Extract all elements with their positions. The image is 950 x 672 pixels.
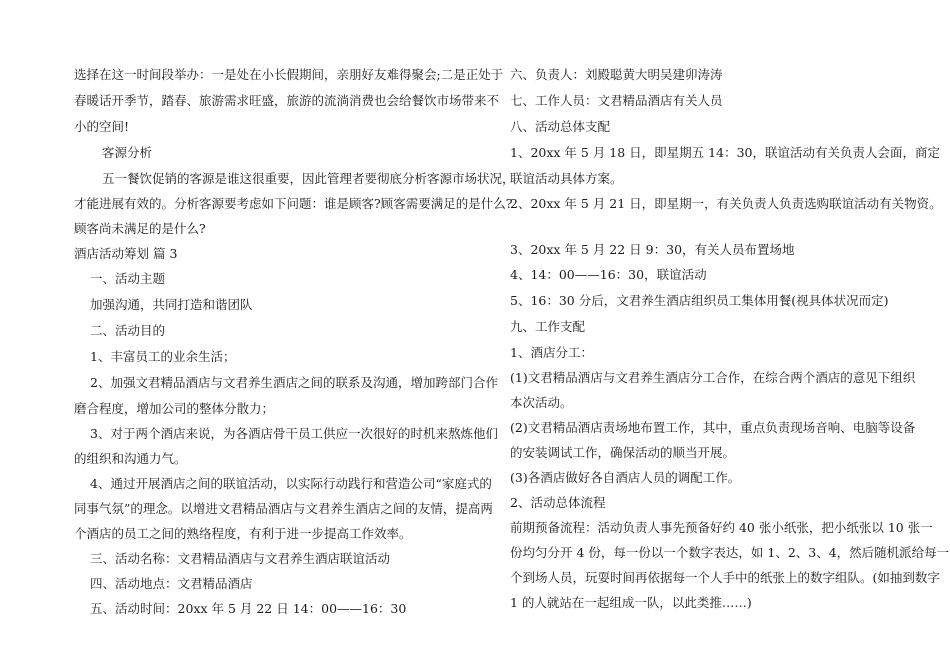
text-line: 4、14：00——16：30，联谊活动 (510, 267, 707, 282)
text-line: 三、活动名称：文君精品酒店与文君养生酒店联谊活动 (90, 551, 391, 566)
section-heading: 一、活动主题 (90, 271, 166, 286)
text-line: 顾客尚未满足的是什么? (74, 221, 206, 236)
text-line: 春暖话开季节，踏春、旅游需求旺盛，旅游的流淌消费也会给餐饮市场带来不 (74, 93, 500, 108)
text-line: 才能进展有效的。分析客源要考虑如下问题：谁是顾客?顾客需要满足的是什么? (74, 196, 513, 211)
text-line: 份均匀分开 4 份，每一份以一个数字表达，如 1、2、3、4，然后随机派给每一 (510, 545, 950, 560)
text-line: 个酒店的员工之间的熟络程度，有利于进一步提高工作效率。 (74, 526, 412, 541)
text-line: 4、通过开展酒店之间的联谊活动，以实际行动践行和营造公司“家庭式的 (90, 476, 492, 491)
article-title: 酒店活动筹划 篇 3 (74, 246, 178, 261)
section-heading: 客源分析 (102, 145, 153, 160)
section-heading: 九、工作支配 (510, 319, 586, 334)
section-heading: 二、活动目的 (90, 323, 166, 338)
text-line: 小的空间! (74, 119, 130, 134)
text-line: 同事气氛”的理念。以增进文君精品酒店与文君养生酒店之间的友情，提高两 (74, 501, 493, 516)
text-line: 1、丰富员工的业余生活； (90, 349, 236, 364)
section-heading: 八、活动总体支配 (510, 119, 611, 134)
text-line: 七、工作人员：文君精品酒店有关人员 (510, 93, 723, 108)
text-line: (1)文君精品酒店与文君养生酒店分工合作，在综合两个酒店的意见下组织 (510, 370, 916, 385)
text-line: (2)文君精品酒店责场地布置工作，其中，重点负责现场音响、电脑等设备 (510, 420, 916, 435)
text-line: 六、负责人：刘殿聪黄大明吴建卯涛涛 (510, 67, 723, 82)
text-line: 3、对于两个酒店来说，为各酒店骨干员工供应一次很好的时机来熬炼他们 (90, 426, 498, 441)
section-heading: 2、活动总体流程 (510, 495, 606, 510)
text-line: 加强沟通，共同打造和谐团队 (90, 297, 253, 312)
text-line: 选择在这一时间段举办：一是处在小长假期间，亲朋好友难得聚会;二是正处于 (74, 67, 504, 82)
text-line: 磨合程度，增加公司的整体分散力； (74, 401, 275, 416)
text-line: 2、20xx 年 5 月 21 日，即星期一，有关负责人负责选购联谊活动有关物资。 (510, 196, 942, 211)
text-line: 个到场人员，玩耍时间再依据每一个人手中的纸张上的数字组队。(如抽到数字 (510, 570, 940, 585)
text-line: 2、加强文君精品酒店与文君养生酒店之间的联系及沟通，增加跨部门合作 (90, 375, 498, 390)
text-line: 1、20xx 年 5 月 18 日，即星期五 14：30，联谊活动有关负责人会面，商定 (510, 145, 940, 160)
text-line: 联谊活动具体方案。 (510, 171, 623, 186)
text-line: 的安装调试工作，确保活动的顺当开展。 (510, 445, 736, 460)
text-line: 四、活动地点：文君精品酒店 (90, 576, 253, 591)
text-line: 前期预备流程：活动负责人事先预备好约 40 张小纸张，把小纸张以 10 张一 (510, 520, 933, 535)
text-line: 五一餐饮促销的客源是谁这很重要，因此管理者要彻底分析客源市场状况， (102, 171, 515, 186)
text-line: 5、16：30 分后，文君养生酒店组织员工集体用餐(视具体状况而定) (510, 293, 889, 308)
text-line: 1 的人就站在一起组成一队，以此类推……) (510, 595, 752, 610)
text-line: 的组织和沟通力气。 (74, 451, 187, 466)
text-line: (3)各酒店做好各自酒店人员的调配工作。 (510, 470, 741, 485)
text-line: 五、活动时间：20xx 年 5 月 22 日 14：00——16：30 (90, 601, 407, 616)
text-line: 1、酒店分工： (510, 345, 593, 360)
text-line: 本次活动。 (510, 395, 573, 410)
text-line: 3、20xx 年 5 月 22 日 9：30，有关人员布置场地 (510, 242, 795, 257)
